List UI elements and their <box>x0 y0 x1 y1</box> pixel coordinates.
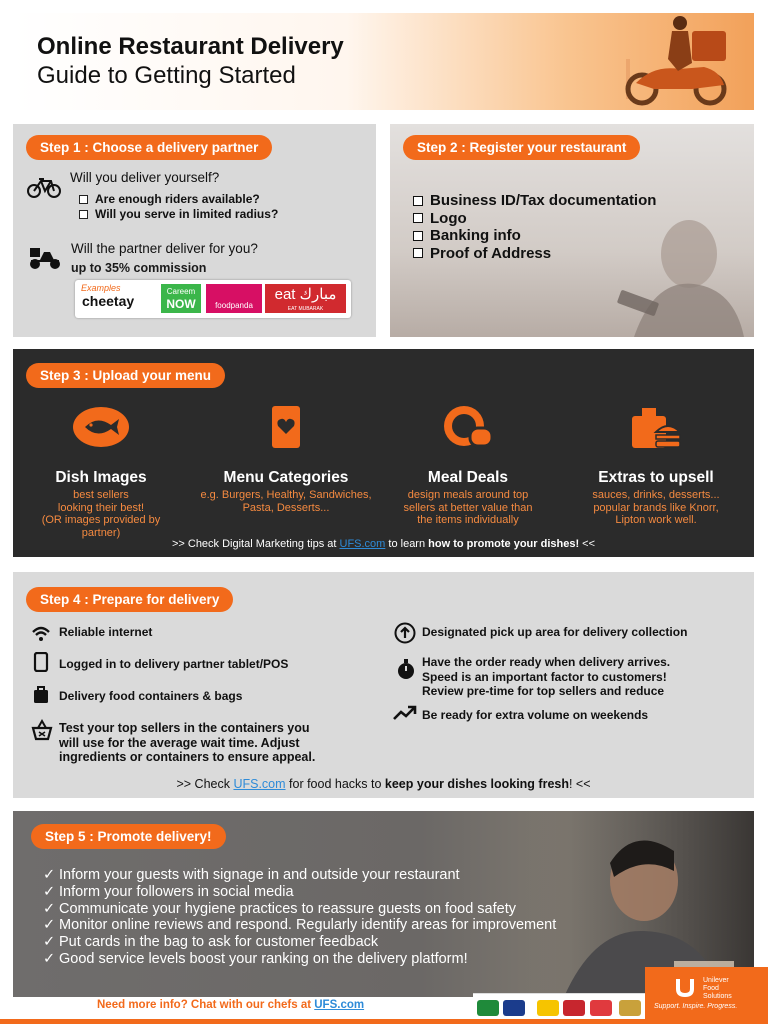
promote-item-text: Communicate your hygiene practices to reassure guests on food safety <box>59 900 516 917</box>
bicycle-icon <box>27 176 61 198</box>
col-menu-categories <box>198 397 374 514</box>
checkbox-icon <box>413 231 423 241</box>
menu-categories-title: Menu Categories <box>223 469 349 486</box>
digital-marketing-note <box>13 538 754 550</box>
col-dish-images <box>13 397 189 539</box>
meal-deals-title: Meal Deals <box>427 469 509 486</box>
tablet-icon <box>31 652 51 672</box>
promote-item-text: Inform your guests with signage in and outside your restaurant <box>59 867 460 883</box>
dish-images-desc: best sellers looking their best! (OR images provided by partner) <box>41 489 161 539</box>
check-radius <box>79 207 278 221</box>
note-mid: for food hacks to <box>285 777 385 791</box>
note-post: << <box>579 538 596 550</box>
item-order-ready: Have the order ready when delivery arrives. Speed is an important factor to customers! Review pre-time for top sellers and reduce <box>422 655 671 698</box>
stopwatch-icon <box>395 658 417 680</box>
step2-pill: Step 2 : Register your restaurant <box>403 135 640 160</box>
careem-now-logo <box>161 284 201 313</box>
step4-pill: Step 4 : Prepare for delivery <box>26 587 233 612</box>
extras-title: Extras to upsell <box>598 469 714 486</box>
step5-pill: Step 5 : Promote delivery! <box>31 824 226 849</box>
registration-list <box>413 192 656 262</box>
examples-label: Examples <box>81 283 121 293</box>
item-test-sellers: Test your top sellers in the containers you will use for the average wait time. Adjust ingredients or containers to ensure appeal. <box>59 721 316 764</box>
promote-item-text: Inform your followers in social media <box>59 883 294 900</box>
note-bold: keep your dishes looking fresh <box>384 777 569 791</box>
check-icon: ✓ <box>43 934 56 951</box>
meal-deals-desc: design meals around top sellers at better value than the items individually <box>403 489 533 526</box>
item-proof-address: Proof of Address <box>430 244 552 262</box>
note-post: ! << <box>568 777 591 791</box>
menu-categories-desc: e.g. Burgers, Healthy, Sandwiches, Pasta, Desserts... <box>200 489 372 514</box>
careem-now-text: NOW <box>166 297 196 311</box>
note-pre: >> Check <box>176 777 234 791</box>
footer-cta: Need more info? Chat with our chefs at <box>97 999 315 1011</box>
check-icon: ✓ <box>43 917 56 934</box>
note-pre: >> Check Digital Marketing tips at <box>171 538 340 550</box>
bag-icon <box>31 684 51 704</box>
delivery-rider-illustration <box>574 13 754 110</box>
best-foods-logo <box>503 1000 525 1016</box>
header-banner <box>13 13 754 110</box>
trend-up-icon <box>393 705 417 721</box>
foodpanda-text: foodpanda <box>215 301 253 310</box>
pot-burger-icon <box>628 402 684 452</box>
menu-heart-icon <box>266 402 306 452</box>
checkbox-icon <box>413 196 423 206</box>
careem-text: Careem <box>166 287 196 296</box>
list-item <box>413 227 656 245</box>
list-item <box>43 934 556 951</box>
step3-panel <box>13 349 754 557</box>
item-pickup-area: Designated pick up area for delivery collection <box>422 625 688 639</box>
promote-item-text: Good service levels boost your ranking on the delivery platform! <box>59 950 468 967</box>
checkbox-icon <box>79 210 88 219</box>
pickup-arrow-icon <box>394 622 416 644</box>
ufs-logo-block <box>645 967 768 1024</box>
lipton-logo <box>537 1000 559 1016</box>
knorr-logo <box>477 1000 499 1016</box>
step1-pill: Step 1 : Choose a delivery partner <box>26 135 272 160</box>
basket-test-icon <box>30 718 54 742</box>
eat-mubarak-logo <box>265 284 346 313</box>
step4-panel <box>13 572 754 798</box>
footer-text <box>97 999 364 1011</box>
list-item <box>43 867 556 884</box>
check-icon: ✓ <box>43 900 56 917</box>
brand-logo <box>590 1000 612 1016</box>
check-radius-label: Will you serve in limited radius? <box>95 207 279 221</box>
food-hacks-note <box>13 777 754 791</box>
note-bold: how to promote your dishes! <box>428 538 580 550</box>
list-item <box>43 901 556 918</box>
checkbox-icon <box>79 195 88 204</box>
col-extras-upsell <box>568 397 744 527</box>
promote-item-text: Put cards in the bag to ask for customer feedback <box>59 934 379 951</box>
item-business-id: Business ID/Tax documentation <box>430 192 657 209</box>
page-title: Online Restaurant Delivery <box>37 33 344 60</box>
brand-logo <box>619 1000 641 1016</box>
ufs-link[interactable]: UFS.com <box>233 777 286 791</box>
check-icon: ✓ <box>43 950 56 967</box>
brand-logos-strip <box>473 993 645 1020</box>
bottom-accent-bar <box>0 1019 768 1024</box>
item-banking: Banking info <box>430 227 521 244</box>
promote-list <box>43 867 556 968</box>
list-item <box>43 884 556 901</box>
plates-icon <box>440 402 496 452</box>
step1-panel <box>13 124 376 337</box>
col-meal-deals <box>380 397 556 527</box>
check-icon: ✓ <box>43 867 56 883</box>
eat-text: eat مبارك <box>274 286 337 303</box>
unilever-u-icon <box>673 977 697 999</box>
list-item <box>413 245 656 263</box>
q-partner-deliver: Will the partner deliver for you? <box>71 241 258 256</box>
item-logged-in: Logged in to delivery partner tablet/POS <box>59 657 289 671</box>
ufs-name: Unilever Food Solutions <box>703 977 732 1000</box>
step5-panel <box>13 811 754 997</box>
list-item <box>413 210 656 228</box>
cheetay-logo: cheetay <box>82 293 135 309</box>
item-logo: Logo <box>430 209 467 227</box>
footer-ufs-link[interactable]: UFS.com <box>314 999 365 1011</box>
check-riders <box>79 192 260 206</box>
partner-logos <box>75 280 351 318</box>
wifi-icon <box>31 624 51 644</box>
scooter-icon <box>28 244 62 270</box>
extras-desc: sauces, drinks, desserts... popular brands like Knorr, Lipton work well. <box>592 489 720 526</box>
check-icon: ✓ <box>43 883 56 900</box>
fish-plate-icon <box>69 403 133 451</box>
ufs-link[interactable]: UFS.com <box>339 538 386 550</box>
note-mid: to learn <box>385 538 429 550</box>
q-deliver-yourself: Will you deliver yourself? <box>70 170 220 185</box>
list-item <box>43 951 556 968</box>
foodpanda-logo <box>206 284 262 313</box>
promote-item-text: Monitor online reviews and respond. Regularly identify areas for improvement <box>59 917 557 934</box>
list-item <box>413 192 656 210</box>
commission-text: up to 35% commission <box>71 261 207 275</box>
step2-panel <box>390 124 754 337</box>
page-subtitle: Guide to Getting Started <box>37 62 296 89</box>
list-item <box>43 917 556 934</box>
checkbox-icon <box>413 248 423 258</box>
dish-images-title: Dish Images <box>55 469 147 486</box>
step3-pill: Step 3 : Upload your menu <box>26 363 225 388</box>
item-containers-bags: Delivery food containers & bags <box>59 689 243 703</box>
item-reliable-internet: Reliable internet <box>59 625 153 639</box>
brand-logo <box>563 1000 585 1016</box>
item-weekends: Be ready for extra volume on weekends <box>422 708 649 722</box>
eat-sub-text: EAT MUBARAK <box>287 306 324 312</box>
ufs-tagline: Support. Inspire. Progress. <box>654 1003 738 1010</box>
checkbox-icon <box>413 213 423 223</box>
check-riders-label: Are enough riders available? <box>95 192 260 206</box>
